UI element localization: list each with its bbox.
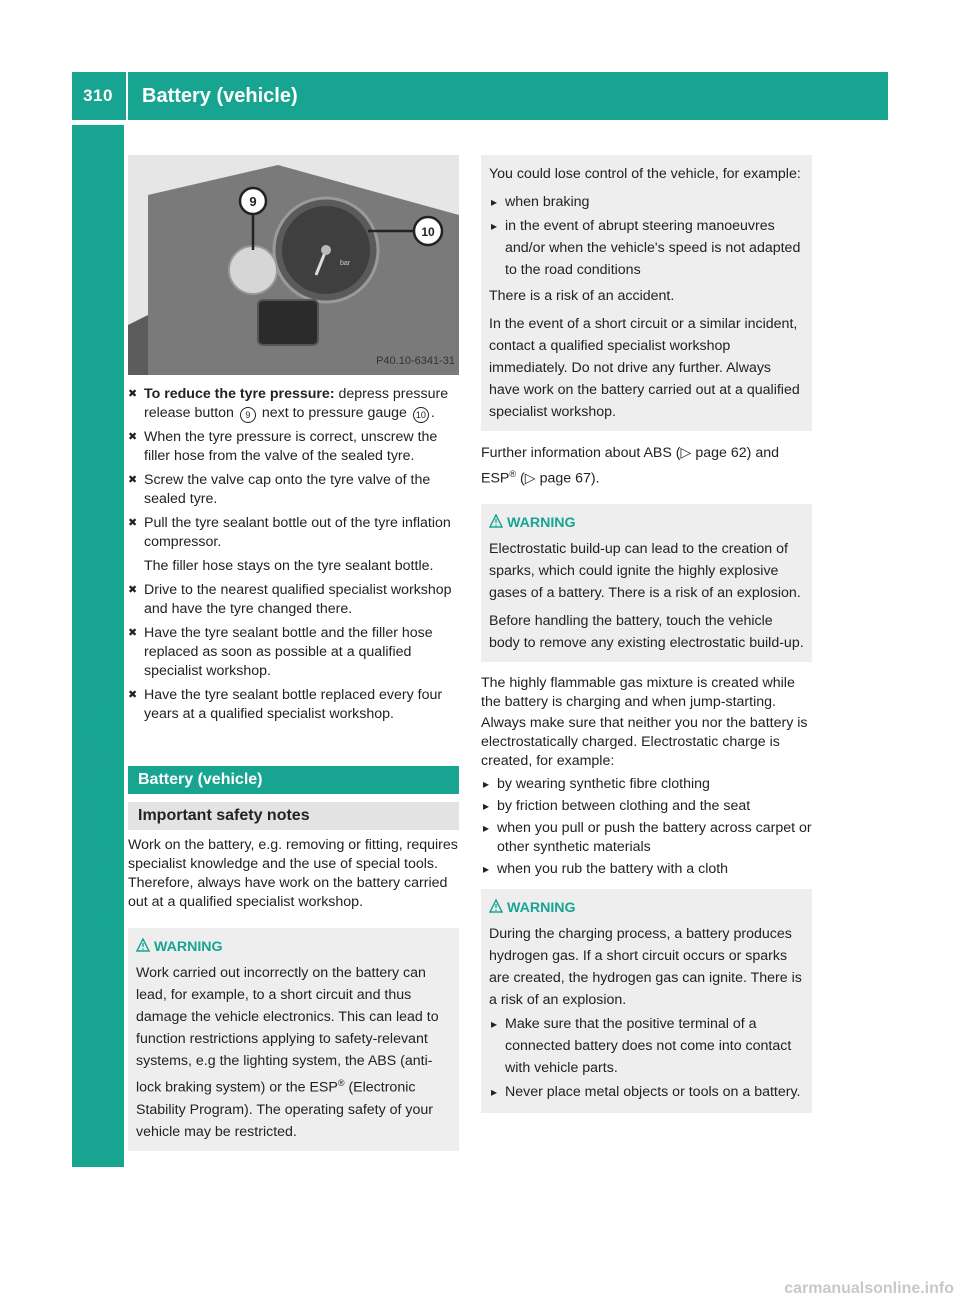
para-gas: The highly flammable gas mixture is created while the battery is charging and when jump-starting. [481,674,795,710]
step-4-note: The filler hose stays on the tyre sealant bottle. [144,558,434,574]
step-1-text-a: depress pressure release button [144,386,449,421]
warning2-p1: Electrostatic build-up can lead to the creation of sparks, which could ignite the highly explosive gases of a battery. There is a risk of an explosion. [489,540,801,601]
instruction-list [128,385,459,724]
step-1 [128,385,459,423]
para-electrostatic: Always make sure that neither you nor the battery is electrostatically charged. Electrostatic charge is created, for example: [481,714,808,769]
warning-triangle-icon [136,938,150,952]
warning2-p2: Before handling the battery, touch the vehicle body to remove any existing electrostatic build-up. [489,612,804,651]
page-ref-icon: ▷ [680,445,692,461]
compressor-figure [128,155,459,375]
charge-bullets [481,775,812,879]
right-column [481,155,812,1113]
figure-code: P40.10-6341-31 [376,355,455,367]
box1-bullet-2: ▸ in the event of abrupt steering manoeuvres and/or when the vehicle's speed is not adapted to the road conditions [489,215,804,281]
box1-lead: You could lose control of the vehicle, for example: [489,166,801,182]
side-tab [72,125,124,1167]
warning-heading-1: WARNING [136,936,451,958]
step-4 [128,514,459,576]
watermark: carmanualsonline.info [784,1280,954,1297]
page-ref-icon: ▷ [524,470,536,487]
left-column [128,155,459,1151]
section-heading: Battery (vehicle) [128,766,459,794]
charge-bullet-4: ▸ when you rub the battery with a cloth [481,860,812,879]
step-1-bold: To reduce the tyre pressure: [144,386,335,402]
warning-triangle-icon [489,899,503,913]
step-4-text: ✖ Pull the tyre sealant bottle out of the tyre inflation compressor. [144,515,451,550]
charge-bullet-1: ▸ by wearing synthetic fibre clothing [481,775,812,794]
warning3-bullet-2: ▸ Never place metal objects or tools on a battery. [489,1081,804,1103]
warning3-bullet-1: ▸ Make sure that the positive terminal of a connected battery does not come into contact with vehicle parts. [489,1013,804,1079]
warning-continuation-box [481,155,812,431]
header-divider [126,72,128,120]
box1-advice: In the event of a short circuit or a similar incident, contact a qualified specialist workshop immediately. Do not drive any further. Always have work on the battery carried out at a qualified specialist workshop. [489,316,800,420]
step-1-text-c: . [430,405,435,421]
step-7: ✖ Have the tyre sealant bottle replaced every four years at a qualified specialist workshop. [128,686,459,724]
step-3: ✖ Screw the valve cap onto the tyre valve of the sealed tyre. [128,471,459,509]
box1-risk: There is a risk of an accident. [489,288,675,304]
step-1-text-b: next to pressure gauge [257,405,411,421]
page-number: 310 [83,86,113,105]
charge-bullet-2: ▸ by friction between clothing and the seat [481,797,812,816]
callout-10: 10 [421,225,435,239]
warning-box-2 [481,504,812,662]
page-header [72,72,888,120]
compressor-illustration [128,155,459,375]
ref-10-icon: 10 [413,407,429,423]
warning-box-1 [128,928,459,1151]
warning-heading-3: WARNING [489,897,804,919]
step-2: ✖ When the tyre pressure is correct, unscrew the filler hose from the valve of the sealed tyre. [128,428,459,466]
warning-text-1: Work carried out incorrectly on the battery can lead, for example, to a short circuit and thus damage the vehicle electronics. This can lead to function restrictions applying to safety-relevant systems, e.g the lighting system, the ABS (anti-lock braking system) or the ESP® (Electronic Stability Program). The operating safety of your vehicle may be restricted. [136,965,439,1140]
warning-heading-2: WARNING [489,512,804,534]
side-tab-label: Breakdown assistance [86,706,109,934]
charge-bullet-3: ▸ when you pull or push the battery across carpet or other synthetic materials [481,819,812,857]
warning-box-3 [481,889,812,1113]
intro-paragraph: Work on the battery, e.g. removing or fitting, requires specialist knowledge and the use of special tools. Therefore, always have work on the battery carried out at a qualified specialist workshop. [128,837,458,910]
callout-9: 9 [249,194,257,209]
gauge-unit: bar [340,260,351,267]
box1-bullet-1: ▸ when braking [489,191,804,213]
subsection-heading: Important safety notes [128,802,459,830]
page-title: Battery (vehicle) [142,84,298,107]
step-6: ✖ Have the tyre sealant bottle and the filler hose replaced as soon as possible at a qualified specialist workshop. [128,624,459,681]
further-info: Further information about ABS (▷ page 62) and ESP® (▷ page 67). [481,445,780,487]
warning3-p1: During the charging process, a battery produces hydrogen gas. If a short circuit occurs or sparks are created, the hydrogen gas can ignite. There is a risk of an explosion. [489,925,802,1008]
step-5: ✖ Drive to the nearest qualified specialist workshop and have the tyre changed there. [128,581,459,619]
ref-9-icon: 9 [240,407,256,423]
warning-triangle-icon [489,514,503,528]
